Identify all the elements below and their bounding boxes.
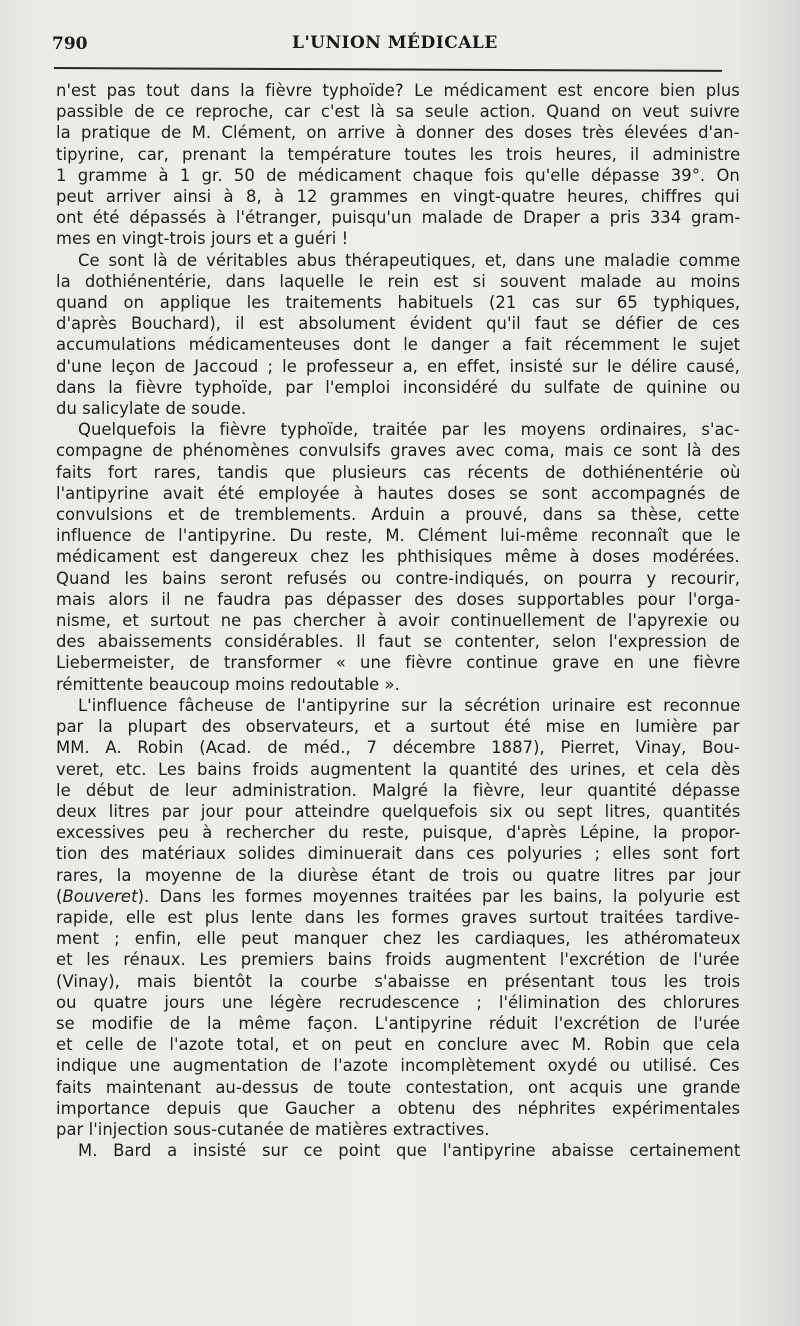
text-line: ment ; enfin, elle peut manquer chez les cardiaques, les athéromateux <box>56 929 741 949</box>
text-line: influence de l'antipyrine. Du reste, M. Clément lui-même reconnaît que le <box>56 526 741 546</box>
text-line: convulsions et de tremblements. Arduin a prouvé, dans sa thèse, cette <box>56 505 740 525</box>
text-line: indique une augmentation de l'azote incomplètement oxydé ou utilisé. Ces <box>56 1056 740 1076</box>
text-line: la pratique de M. Clément, on arrive à donner des doses très élevées d'an- <box>56 123 740 143</box>
text-line: Ce sont là de véritables abus thérapeutiques, et, dans une maladie comme <box>78 250 741 270</box>
text-line: quand on applique les traitements habituels (21 cas sur 65 typhiques, <box>56 293 741 313</box>
text-line: rapide, elle est plus lente dans les formes graves surtout traitées tardive- <box>56 907 740 927</box>
page-number: 790 <box>52 34 88 54</box>
text-line: ou quatre jours une légère recrudescence ; l'élimination des chlorures <box>56 992 740 1012</box>
text-line: Quelquefois la fièvre typhoïde, traitée par les moyens ordinaires, s'ac- <box>78 420 740 440</box>
text-line: ont été dépassés à l'étranger, puisqu'un malade de Draper a pris 334 gram- <box>56 208 741 228</box>
text-line: n'est pas tout dans la fièvre typhoïde? Le médicament est encore bien plus <box>56 81 740 100</box>
text-line: rares, la moyenne de la diurèse étant de trois ou quatre litres par jour <box>56 865 741 885</box>
text-line: veret, etc. Les bains froids augmentent la quantité des urines, et cela dès <box>56 759 741 779</box>
text-line: par la plupart des observateurs, et a surtout été mise en lumière par <box>56 717 740 737</box>
text-line: passible de ce reproche, car c'est là sa seule action. Quand on veut suivre <box>56 102 740 122</box>
text-line: par l'injection sous-cutanée de matières extractives. <box>56 1119 490 1139</box>
text-line: M. Bard a insisté sur ce point que l'antipyrine abaisse certainement <box>78 1141 741 1161</box>
text-line: faits maintenant au-dessus de toute contestation, ont acquis une grande <box>56 1077 741 1097</box>
text-line: mes en vingt-trois jours et a guéri ! <box>56 229 349 249</box>
text-line: importance depuis que Gaucher a obtenu des néphrites expérimentales <box>56 1098 741 1118</box>
text-line: et les rénaux. Les premiers bains froids augmentent l'excrétion de l'urée <box>56 950 740 970</box>
text-line: Liebermeister, de transformer « une fièvre continue grave en une fièvre <box>56 653 741 673</box>
text-line: mais alors il ne faudra pas dépasser des doses supportables pour l'orga- <box>56 589 741 609</box>
text-line: tion des matériaux solides diminuerait dans ces polyuries ; elles sont fort <box>56 844 740 864</box>
text-line: des abaissements considérables. Il faut se contenter, selon l'expression de <box>56 632 740 652</box>
running-header <box>52 30 752 58</box>
text-line: 1 gramme à 1 gr. 50 de médicament chaque fois qu'elle dépasse 39°. On <box>56 165 740 185</box>
text-line: rémittente beaucoup moins redoutable ». <box>56 674 400 694</box>
text-line: Quand les bains seront refusés ou contre-indiqués, on pourra y recourir, <box>56 568 741 588</box>
text-line: L'influence fâcheuse de l'antipyrine sur la sécrétion urinaire est reconnue <box>78 695 741 715</box>
text-line: l'antipyrine avait été employée à hautes doses se sont accompagnés de <box>56 483 741 503</box>
journal-title: L'UNION MÉDICALE <box>292 33 498 53</box>
text-line: MM. A. Robin (Acad. de méd., 7 décembre 1887), Pierret, Vinay, Bou- <box>56 738 740 758</box>
text-line: et celle de l'azote total, et on peut en conclure avec M. Robin que cela <box>56 1035 741 1055</box>
header-rule <box>54 67 722 72</box>
text-line: du salicylate de soude. <box>56 399 247 419</box>
text-line: compagne de phénomènes convulsifs graves avec coma, mais ce sont là des <box>56 441 741 461</box>
body-text <box>56 80 740 1161</box>
text-line: le début de leur administration. Malgré la fièvre, leur quantité dépasse <box>56 780 741 800</box>
text-line: deux litres par jour pour atteindre quelquefois six ou sept litres, quantités <box>56 801 741 821</box>
bleed-through-footer <box>110 1290 750 1320</box>
text-line: médicament est dangereux chez les phthisiques même à doses modérées. <box>56 547 740 567</box>
text-line: accumulations médicamenteuses dont le danger a fait récemment le sujet <box>56 335 741 355</box>
text-line: (Bouveret). Dans les formes moyennes traitées par les bains, la polyurie est <box>56 886 741 906</box>
text-line: d'une leçon de Jaccoud ; le professeur a, en effet, insisté sur le délire causé, <box>56 356 740 376</box>
text-line: tipyrine, car, prenant la température toutes les trois heures, il administre <box>56 144 741 164</box>
text-line: (Vinay), mais bientôt la courbe s'abaisse en présentant tous les trois <box>56 971 741 991</box>
text-line: se modifie de la même façon. L'antipyrine réduit l'excrétion de l'urée <box>56 1013 740 1033</box>
text-line: la dothiénentérie, dans laquelle le rein est si souvent malade au moins <box>56 271 741 291</box>
text-line: faits fort rares, tandis que plusieurs cas récents de dothiénentérie où <box>56 462 741 482</box>
text-line: nisme, et surtout ne pas chercher à avoir continuellement de l'apyrexie ou <box>56 611 740 631</box>
text-line: d'après Bouchard), il est absolument évident qu'il faut se défier de ces <box>56 314 740 334</box>
text-line: dans la fièvre typhoïde, par l'emploi inconsidéré du sulfate de quinine ou <box>56 377 741 397</box>
text-line: peut arriver ainsi à 8, à 12 grammes en vingt-quatre heures, chiffres qui <box>56 187 740 207</box>
text-line: excessives peu à rechercher du reste, puisque, d'après Lépine, la propor- <box>56 823 741 843</box>
